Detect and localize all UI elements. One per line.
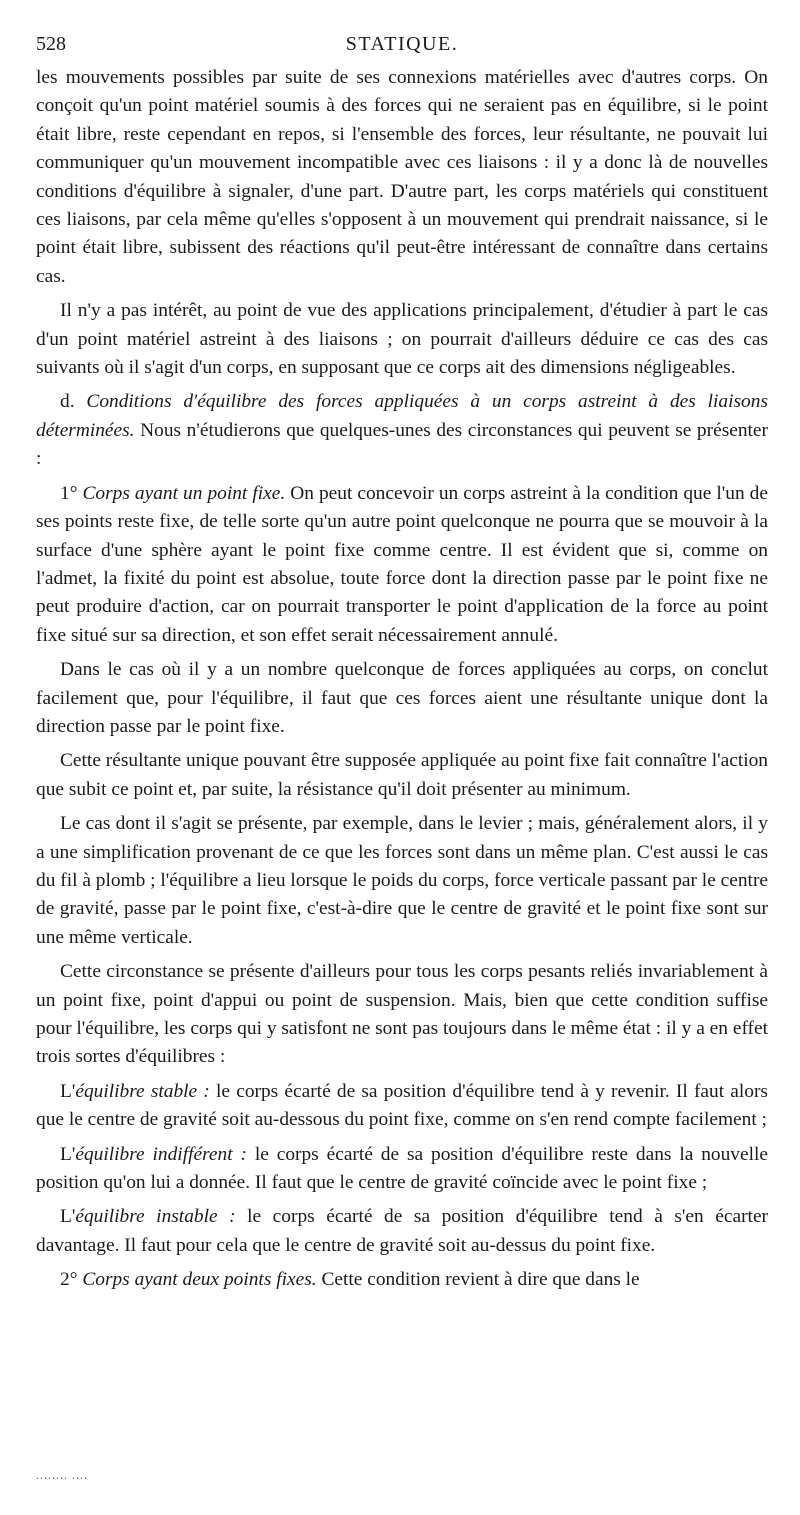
paragraph bbox=[36, 747, 768, 804]
footer-marks: ........ .... bbox=[36, 1468, 88, 1482]
paragraph bbox=[36, 388, 768, 473]
paragraph bbox=[36, 480, 768, 650]
italic-phrase: Corps ayant un point fixe. bbox=[82, 482, 286, 504]
text-run: Le cas dont il s'agit se présente, par exemple, dans le levier ; mais, généralement alors, il y a une simplification provenant de ce que les forces sont dans un même plan. C'est aussi le cas du fil à plomb ; l'équilibre a lieu lorsque le poids du corps, force verticale passant par le centre de gravité, passe par le point fixe, c'est-à-dire que le centre de gravité et le point fixe sont sur une même verticale. bbox=[36, 813, 769, 948]
italic-phrase: équilibre indifférent : bbox=[75, 1143, 247, 1165]
italic-phrase: équilibre instable : bbox=[75, 1206, 236, 1228]
text-run: L' bbox=[60, 1080, 76, 1102]
paragraph bbox=[36, 1203, 768, 1260]
text-run: d. bbox=[60, 391, 87, 413]
paragraph bbox=[36, 656, 768, 741]
text-run: Dans le cas où il y a un nombre quelconque de forces appliquées au corps, on conclut facilement que, pour l'équilibre, il faut que ces forces aient une résultante unique dont la direction passe par le point fixe. bbox=[36, 659, 768, 737]
running-title: STATIQUE. bbox=[345, 33, 459, 55]
text-run: les mouvements possibles par suite de ses connexions matérielles avec d'autres corps. On conçoit qu'un point matériel soumis à des forces qui ne seraient pas en équilibre, si le point était libre, reste cependant en repos, si l'ensemble des forces, leur résultante, ne pouvait lui communiquer qu'un mouvement incompatible avec ces liaisons : il y a donc là de nouvelles conditions d'équilibre à signaler, d'une part. D'autre part, les corps matériels qui constituent ces liaisons, par cela même qu'elles s'opposent à un mouvement qui prendrait naissance, si le point était libre, subissent des réactions qu'il peut-être intéressant de connaître dans certains cas. bbox=[36, 67, 768, 287]
text-run: le corps écarté de sa position d'équilibre tend à y revenir. Il faut alors que le centre de gravité soit au-dessous du point fixe, comme on s'en rend compte facilement ; bbox=[36, 1080, 768, 1131]
paragraph bbox=[36, 1266, 768, 1294]
italic-phrase: équilibre stable : bbox=[75, 1080, 210, 1102]
text-run: Nous n'étudierons que quelques-unes des circonstances qui peuvent se présenter : bbox=[36, 419, 768, 470]
paragraph bbox=[36, 958, 768, 1072]
text-run: On peut concevoir un corps astreint à la condition que l'un de ses points reste fixe, de telle sorte qu'un autre point quelconque ne pourra que se mouvoir à la surface d'une sphère ayant le point fixe comme centre. Il est évident que si, comme on l'admet, la fixité du point est absolue, toute force dont la direction passe par le point fixe ne peut produire d'action, car on pourrait transporter le point d'application de la force au point fixe situé sur sa direction, et son effet serait nécessairement annulé. bbox=[36, 482, 768, 646]
text-run: Cette résultante unique pouvant être supposée appliquée au point fixe fait connaître l'action que subit ce point et, par suite, la résistance qu'il doit présenter au minimum. bbox=[36, 750, 768, 800]
text-run: Il n'y a pas intérêt, au point de vue des applications principalement, d'étudier à part le cas d'un point matériel astreint à des liaisons ; on pourrait d'ailleurs déduire ce cas des cas suivants où il s'agit d'un corps, en supposant que ce corps ait des dimensions négligeables. bbox=[36, 300, 768, 379]
text-run: le corps écarté de sa position d'équilibre reste dans la nouvelle position qu'on lui a donnée. Il faut que le centre de gravité coïncide avec le point fixe ; bbox=[36, 1143, 768, 1194]
italic-phrase: Conditions d'équilibre des forces appliquées à un corps astreint à des liaisons déterminées. bbox=[36, 391, 768, 441]
text-run: 2° bbox=[60, 1269, 83, 1291]
paragraph bbox=[36, 297, 768, 382]
running-head bbox=[36, 30, 768, 58]
paragraph bbox=[36, 64, 768, 291]
text-run: 1° bbox=[60, 482, 83, 504]
paragraph bbox=[36, 1078, 768, 1135]
text-run: Cette condition revient à dire que dans le bbox=[316, 1269, 640, 1291]
page-number: 528 bbox=[36, 33, 66, 55]
body-text bbox=[36, 64, 768, 1295]
text-run: L' bbox=[60, 1206, 76, 1228]
paragraph bbox=[36, 810, 768, 952]
italic-phrase: Corps ayant deux points fixes. bbox=[82, 1269, 317, 1291]
text-run: le corps écarté de sa position d'équilibre tend à s'en écarter davantage. Il faut pour cela que le centre de gravité soit au-dessus du point fixe. bbox=[36, 1206, 769, 1256]
text-run: Cette circonstance se présente d'ailleurs pour tous les corps pesants reliés invariablement à un point fixe, point d'appui ou point de suspension. Mais, bien que cette condition suffise pour l'équilibre, les corps qui y satisfont ne sont pas toujours dans le même état : il y a en effet trois sortes d'équilibres : bbox=[36, 961, 768, 1068]
paragraph bbox=[36, 1141, 768, 1198]
text-run: L' bbox=[60, 1143, 76, 1165]
